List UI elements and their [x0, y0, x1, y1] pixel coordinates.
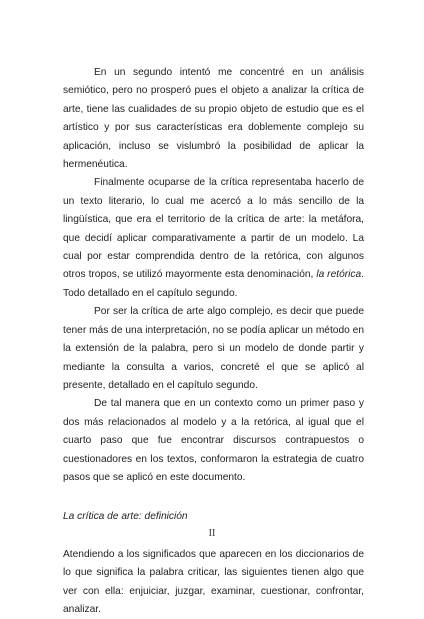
- paragraph-rhetoric-text: Finalmente ocuparse de la crítica representaba hacerlo de un texto literario, lo cual me acercó a lo más sencillo de la lingüística, que era el territorio de la crítica de arte: la metáfora, que decidí aplicar comparativamente a partir de un modelo. La cual por estar comprendida dentro de la retórica, con algunos otros tropos, se utilizó mayormente esta denominación,: [63, 177, 364, 281]
- paragraph-model: Por ser la crítica de arte algo complejo, es decir que puede tener más de una interpretación, no se podía aplicar un método en la extensión de la palabra, pero si un modelo de donde partir y mediante la consulta a varios, concreté el que se aplicó al presente, detallado en el capítulo segundo.: [63, 306, 364, 391]
- paragraph-rhetoric: [63, 174, 364, 303]
- paragraph-definition: Atendiendo a los significados que aparecen en los diccionarios de lo que significa la palabra criticar, las siguientes tienen algo que ver con ella: enjuiciar, juzgar, examinar, cuestionar, confrontar, analizar.: [63, 548, 364, 615]
- italic-term-retorica: la retórica: [316, 269, 362, 281]
- paragraph-semiotic-analysis: En un segundo intentó me concentré en un análisis semiótico, pero no prosperó pues el objeto a analizar la crítica de arte, tiene las cualidades de su propio objeto de estudio que es el artístico y por sus características era doblemente complejo su aplicación, incluso se vislumbró la posibilidad de aplicar la hermenéutica.: [63, 67, 364, 171]
- paragraph-four-steps: De tal manera que en un contexto como un primer paso y dos más relacionados al modelo y a la retórica, al igual que el cuarto paso que fue encontrar discursos contrapuestos o cuestionadores en los textos, conformaron la estrategia de cuatro pasos que se aplicó en este documento.: [63, 398, 364, 483]
- page-number: II: [208, 528, 216, 539]
- paragraph-rhetoric-ending: . Todo detallado en el capítulo segundo.: [63, 269, 364, 299]
- section-heading: La crítica de arte: definición: [63, 511, 188, 523]
